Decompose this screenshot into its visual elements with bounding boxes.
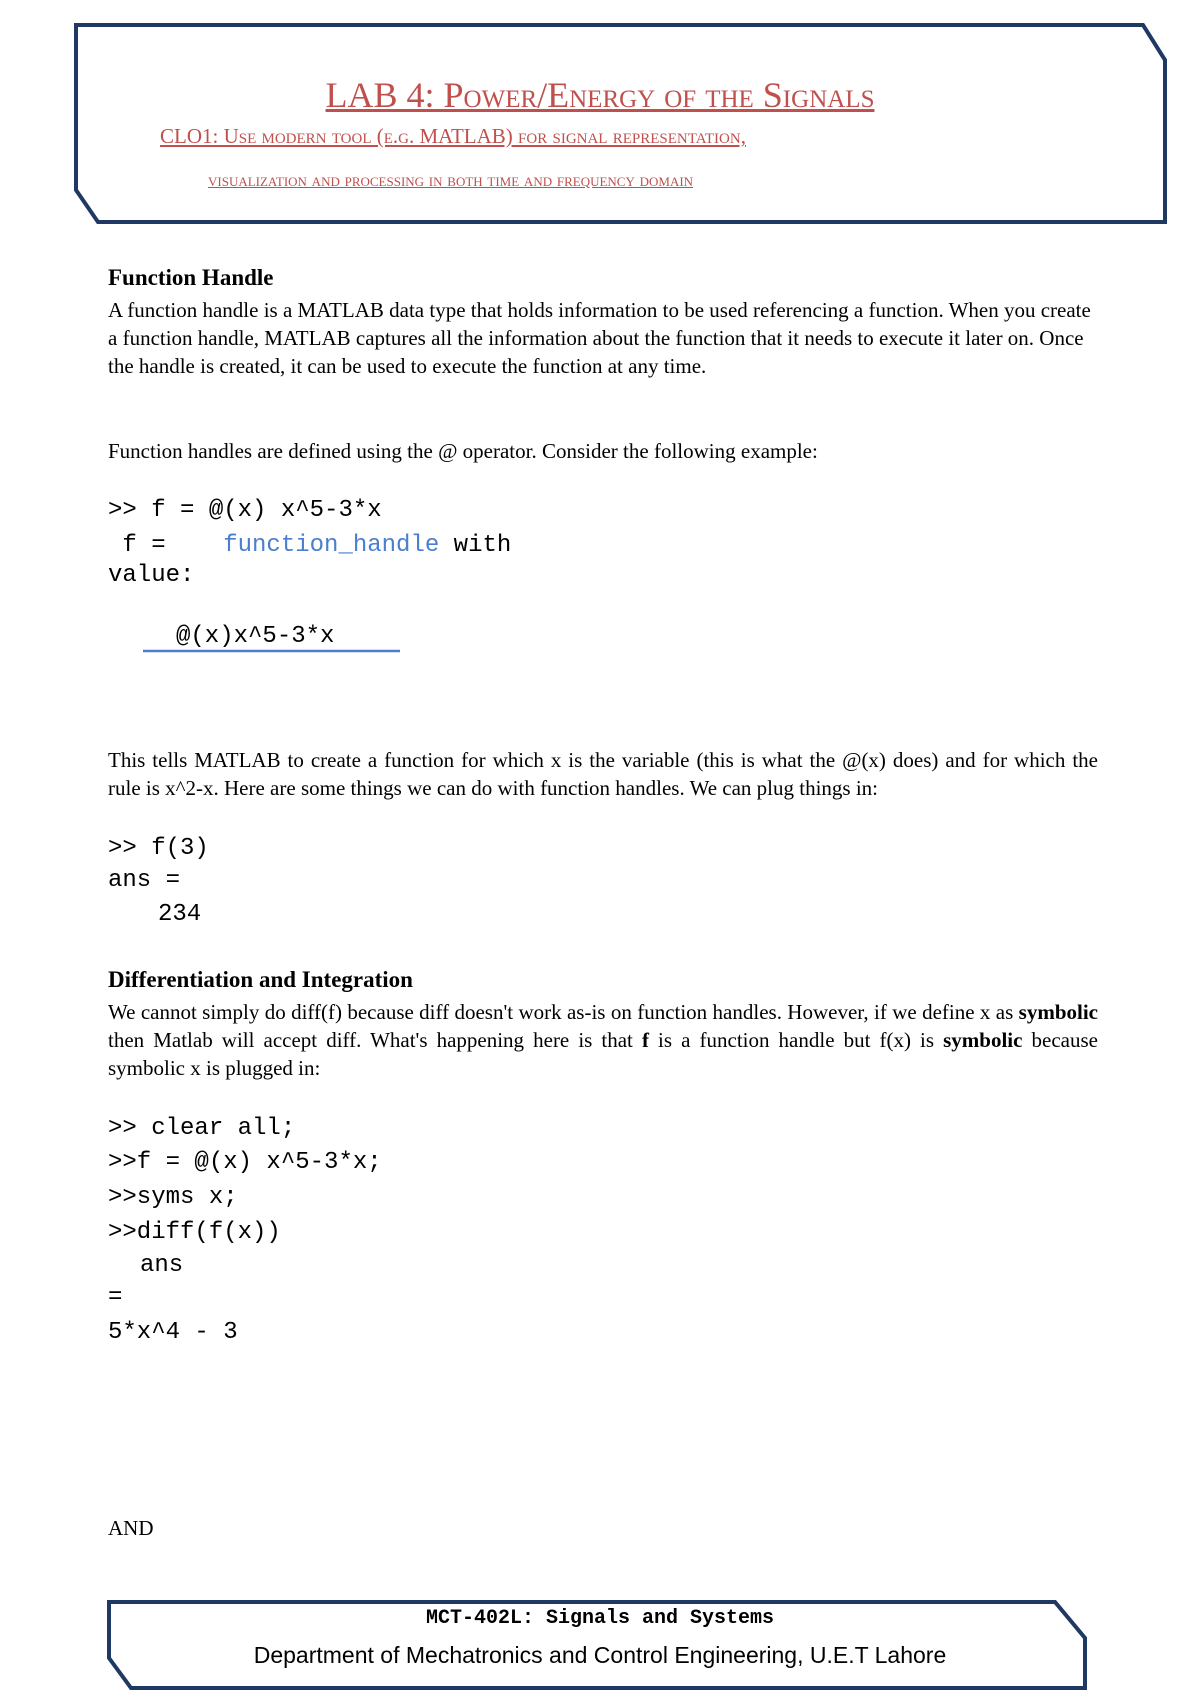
code-clear-all: >> clear all;	[108, 1115, 296, 1142]
differentiation-paragraph	[108, 998, 1098, 1082]
function-handle-paragraph: A function handle is a MATLAB data type that holds information to be used referencing a function. When you create a function handle, MATLAB captures all the information about the function that it needs to execute it later on. Once the handle is created, it can be used to execute the function at any time.	[108, 298, 1091, 378]
code-define-handle: >> f = @(x) x^5-3*x	[108, 497, 382, 524]
code-ans-label: ans =	[108, 867, 181, 894]
para-bold-symbolic-1: symbolic	[1018, 1000, 1098, 1024]
code-define-f: >>f = @(x) x^5-3*x;	[108, 1149, 382, 1176]
code-ans-value: 234	[158, 901, 202, 928]
code-ans-label-2: ans	[140, 1252, 184, 1279]
para-bold-symbolic-2: symbolic	[943, 1028, 1023, 1052]
code-diff: >>diff(f(x))	[108, 1219, 281, 1246]
course-code: MCT-402L: Signals and Systems	[425, 1607, 775, 1630]
code-underline	[0, 0, 1200, 700]
explanation-paragraph: This tells MATLAB to create a function for which x is the variable (this is what the @(x) does) and for which the rule is x^2-x. Here are some things we can do with function handles. We can plug things in:	[108, 748, 1098, 800]
code-handle-value: @(x)x^5-3*x	[176, 623, 335, 650]
code-diff-result: 5*x^4 - 3	[108, 1319, 238, 1346]
code-output-suffix: with	[439, 532, 512, 559]
differentiation-heading: Differentiation and Integration	[108, 967, 413, 992]
lab-title: LAB 4: Power/Energy of the Signals	[325, 75, 875, 115]
clo-line-1: CLO1: Use modern tool (e.g. MATLAB) for signal representation,	[160, 124, 746, 148]
code-equals: =	[108, 1284, 123, 1311]
para-text-4: because symbolic x is plugged in:	[108, 1028, 1098, 1080]
code-syms: >>syms x;	[108, 1184, 238, 1211]
function-handle-heading: Function Handle	[108, 265, 274, 290]
code-output-prefix: f =	[108, 532, 224, 559]
para-text-3: is a function handle but f(x) is	[648, 1028, 944, 1052]
clo-line-2: visualization and processing in both time and frequency domain	[208, 170, 694, 191]
code-call-f3: >> f(3)	[108, 835, 209, 862]
para-text-2: then Matlab will accept diff. What's happening here is that	[108, 1028, 642, 1052]
para-bold-f: f	[641, 1028, 649, 1052]
para-text-1: We cannot simply do diff(f) because diff doesn't work as-is on function handles. However, if we define x as	[108, 1000, 1019, 1024]
and-text: AND	[108, 1516, 154, 1540]
operator-paragraph: Function handles are defined using the @ operator. Consider the following example:	[108, 439, 818, 463]
code-keyword-function-handle: function_handle	[223, 532, 440, 559]
code-value-label: value:	[108, 562, 195, 589]
department-name: Department of Mechatronics and Control Engineering, U.E.T Lahore	[253, 1642, 947, 1668]
